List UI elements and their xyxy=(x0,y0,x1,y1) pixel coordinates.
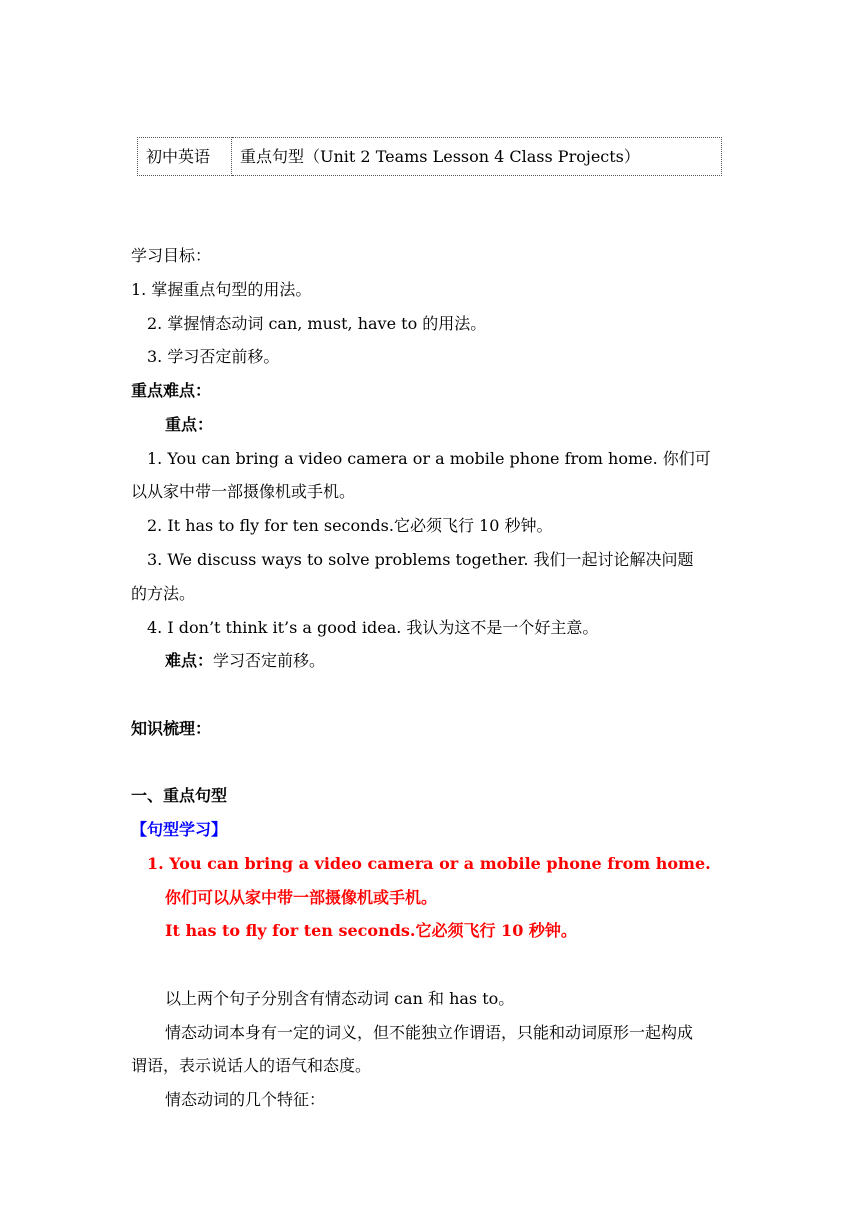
sentence-2: 2. It has to fly for ten seconds.它必须飞行 10 秒钟。 xyxy=(147,516,553,535)
goal-item-1: 1. 掌握重点句型的用法。 xyxy=(131,280,312,299)
red-sentence-2: It has to fly for ten seconds.它必须飞行 10 秒钟。 xyxy=(165,921,577,940)
sentence-3: 3. We discuss ways to solve problems together. 我们一起讨论解决问题 xyxy=(147,550,694,569)
red-sentence-1: 1. You can bring a video camera or a mobile phone from home. xyxy=(147,854,711,873)
sentence-1-cont: 以从家中带一部摄像机或手机。 xyxy=(131,482,356,501)
para-3: 情态动词的几个特征： xyxy=(165,1090,326,1109)
sentence-3-cont: 的方法。 xyxy=(131,584,196,603)
goals-title: 学习目标： xyxy=(131,246,212,265)
para-1: 以上两个句子分别含有情态动词 can 和 has to。 xyxy=(165,989,515,1008)
difficulty-line xyxy=(165,651,325,671)
sentence-1: 1. You can bring a video camera or a mobile phone from home. 你们可 xyxy=(147,449,711,468)
sentence-study-tag: 【句型学习】 xyxy=(131,820,228,839)
topic-cell: 重点句型（Unit 2 Teams Lesson 4 Class Projects） xyxy=(232,138,722,176)
review-title: 知识梳理： xyxy=(131,719,212,738)
subject-cell: 初中英语 xyxy=(138,138,232,176)
key-points-title: 重点难点： xyxy=(131,381,212,400)
sentence-4: 4. I don’t think it’s a good idea. 我认为这不是一个好主意。 xyxy=(147,618,599,637)
header-table xyxy=(137,137,722,176)
red-sentence-1-translation: 你们可以从家中带一部摄像机或手机。 xyxy=(165,888,438,907)
focus-label: 重点： xyxy=(165,415,214,434)
goal-item-3: 3. 学习否定前移。 xyxy=(147,347,280,366)
para-2: 情态动词本身有一定的词义，但不能独立作谓语，只能和动词原形一起构成 xyxy=(165,1023,694,1042)
goal-item-2: 2. 掌握情态动词 can, must, have to 的用法。 xyxy=(147,314,487,333)
difficulty-label: 难点： xyxy=(165,651,214,670)
para-2-cont: 谓语，表示说话人的语气和态度。 xyxy=(131,1056,372,1075)
difficulty-text: 学习否定前移。 xyxy=(213,651,326,670)
section1-title: 一、重点句型 xyxy=(131,786,228,805)
